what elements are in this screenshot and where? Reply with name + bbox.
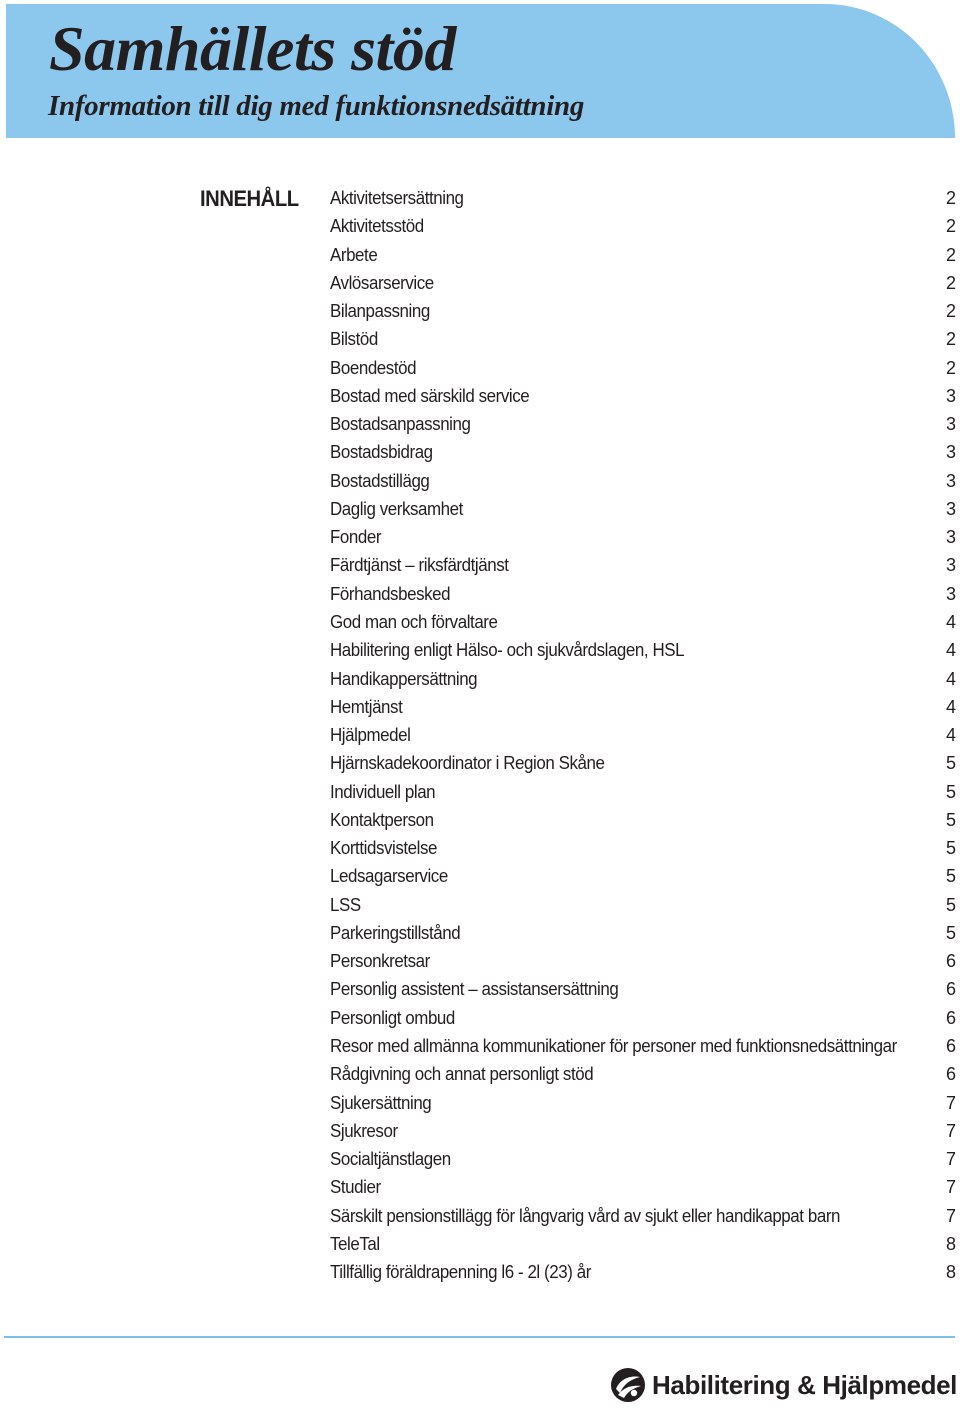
toc-entry-label: Rådgivning och annat personligt stöd: [330, 1064, 594, 1085]
toc-entry-label: Socialtjänstlagen: [330, 1149, 451, 1170]
toc-entry: [330, 862, 956, 890]
footer-divider: [4, 1336, 955, 1338]
toc-entry-label: Personkretsar: [330, 951, 430, 972]
toc-entry-page: 2: [945, 357, 956, 378]
toc-entry-page: 6: [945, 1064, 956, 1085]
toc-entry-label: Tillfällig föräldrapenning l6 - 2l (23) år: [330, 1262, 591, 1283]
toc-entry-label: God man och förvaltare: [330, 611, 498, 632]
toc-entry: [330, 580, 956, 608]
toc-entry-label: Handikappersättning: [330, 668, 478, 689]
toc-entry-page: 7: [945, 1092, 956, 1113]
toc-entry-page: 4: [945, 668, 956, 689]
toc-entry-label: Bilstöd: [330, 329, 378, 350]
toc-entry-page: 8: [945, 1262, 956, 1283]
toc-entry: [330, 608, 956, 636]
toc-entry-label: Bostadstillägg: [330, 470, 430, 491]
toc-entry: [330, 495, 956, 523]
toc-entry: [330, 975, 956, 1003]
toc-entry: [330, 1089, 956, 1117]
toc-entry-label: Färdtjänst – riksfärdtjänst: [330, 555, 509, 576]
toc-entry-page: 3: [945, 442, 956, 463]
toc-entry-page: 3: [945, 498, 956, 519]
toc-entry-page: 7: [945, 1120, 956, 1141]
toc-list: [330, 184, 956, 1286]
toc-entry: [330, 1173, 956, 1201]
logo-text: Habilitering & Hjälpmedel: [652, 1370, 957, 1400]
toc-entry: [330, 1145, 956, 1173]
toc-entry-label: Individuell plan: [330, 781, 436, 802]
toc-entry-page: 2: [945, 216, 956, 237]
toc-entry-page: 6: [945, 1007, 956, 1028]
toc-entry: [330, 891, 956, 919]
toc-entry: [330, 1202, 956, 1230]
toc-entry-page: 3: [945, 414, 956, 435]
toc-entry-label: Avlösarservice: [330, 272, 434, 293]
toc-entry: [330, 467, 956, 495]
toc-entry: [330, 834, 956, 862]
toc-entry: [330, 721, 956, 749]
toc-entry: [330, 1004, 956, 1032]
toc-entry-page: 2: [945, 329, 956, 350]
toc-entry-page: 4: [945, 696, 956, 717]
toc-entry-page: 4: [945, 611, 956, 632]
toc-entry: [330, 749, 956, 777]
toc-entry-label: TeleTal: [330, 1233, 380, 1254]
toc-entry-page: 6: [945, 1035, 956, 1056]
document-subtitle: Information till dig med funktionsnedsättning: [48, 90, 585, 122]
toc-entry-page: 3: [945, 583, 956, 604]
toc-entry: [330, 1258, 956, 1286]
toc-entry-page: 8: [945, 1233, 956, 1254]
document-title: Samhällets stöd: [49, 13, 456, 84]
toc-entry-label: Förhandsbesked: [330, 583, 451, 604]
toc-entry-page: 7: [945, 1205, 956, 1226]
toc-entry-label: Hjälpmedel: [330, 725, 411, 746]
toc-entry-page: 2: [945, 188, 956, 208]
toc-entry-page: 5: [945, 753, 956, 774]
toc-entry: [330, 184, 956, 212]
toc-entry-label: Arbete: [330, 244, 378, 265]
toc-entry: [330, 269, 956, 297]
toc-entry: [330, 778, 956, 806]
toc-entry-label: Särskilt pensionstillägg för långvarig vård av sjukt eller handikappat barn: [330, 1205, 841, 1226]
toc-entry: [330, 947, 956, 975]
toc-entry-label: Sjukresor: [330, 1120, 398, 1141]
toc-entry: [330, 1230, 956, 1258]
toc-entry: [330, 354, 956, 382]
toc-entry-page: 5: [945, 838, 956, 859]
toc-entry-page: 5: [945, 866, 956, 887]
toc-entry: [330, 919, 956, 947]
toc-entry-page: 3: [945, 527, 956, 548]
toc-entry-label: Daglig verksamhet: [330, 498, 463, 519]
toc-entry: [330, 1032, 956, 1060]
toc-entry-page: 5: [945, 809, 956, 830]
toc-entry-label: Boendestöd: [330, 357, 417, 378]
toc-entry-page: 7: [945, 1177, 956, 1198]
habilitering-logo-icon: [610, 1367, 646, 1403]
toc-entry-page: 4: [945, 725, 956, 746]
toc-entry-label: Personligt ombud: [330, 1007, 455, 1028]
toc-entry-page: 3: [945, 470, 956, 491]
toc-heading: INNEHÅLL: [200, 186, 299, 211]
toc-entry-label: Studier: [330, 1177, 381, 1198]
toc-entry-page: 5: [945, 894, 956, 915]
toc-entry-page: 2: [945, 244, 956, 265]
toc-entry: [330, 438, 956, 466]
toc-entry: [330, 806, 956, 834]
toc-entry-label: Resor med allmänna kommunikationer för personer med funktionsnedsättningar: [330, 1035, 897, 1056]
toc-entry-label: Habilitering enligt Hälso- och sjukvårdslagen, HSL: [330, 640, 685, 661]
toc-entry-page: 5: [945, 922, 956, 943]
toc-entry-label: Personlig assistent – assistansersättning: [330, 979, 619, 1000]
toc-entry: [330, 297, 956, 325]
toc-entry-label: Sjukersättning: [330, 1092, 432, 1113]
toc-entry-label: Fonder: [330, 527, 382, 548]
toc-entry: [330, 325, 956, 353]
footer-logo: [610, 1367, 957, 1403]
toc-entry-label: Bostad med särskild service: [330, 385, 530, 406]
toc-entry-page: 6: [945, 979, 956, 1000]
toc-entry: [330, 636, 956, 664]
toc-entry: [330, 241, 956, 269]
toc-entry: [330, 1117, 956, 1145]
toc-entry-label: LSS: [330, 894, 361, 915]
toc-entry: [330, 1060, 956, 1088]
toc-entry-label: Ledsagarservice: [330, 866, 448, 887]
toc-entry: [330, 665, 956, 693]
toc-entry: [330, 693, 956, 721]
toc-entry-label: Hemtjänst: [330, 696, 403, 717]
toc-entry: [330, 551, 956, 579]
toc-entry-label: Aktivitetsstöd: [330, 216, 424, 237]
toc-entry-label: Korttidsvistelse: [330, 838, 438, 859]
toc-entry-label: Bilanpassning: [330, 301, 430, 322]
toc-entry-page: 6: [945, 951, 956, 972]
toc-entry-page: 3: [945, 385, 956, 406]
toc-entry-label: Aktivitetsersättning: [330, 188, 464, 208]
toc-entry: [330, 382, 956, 410]
toc-entry-label: Bostadsbidrag: [330, 442, 433, 463]
toc-entry-page: 3: [945, 555, 956, 576]
toc-entry-page: 2: [945, 301, 956, 322]
toc-entry-page: 4: [945, 640, 956, 661]
toc-entry-label: Hjärnskadekoordinator i Region Skåne: [330, 753, 605, 774]
toc-entry: [330, 523, 956, 551]
toc-entry-page: 2: [945, 272, 956, 293]
toc-entry-page: 7: [945, 1149, 956, 1170]
toc-entry: [330, 212, 956, 240]
toc-entry-label: Kontaktperson: [330, 809, 434, 830]
toc-entry-label: Parkeringstillstånd: [330, 922, 461, 943]
toc-entry-label: Bostadsanpassning: [330, 414, 471, 435]
toc-entry: [330, 410, 956, 438]
toc-entry-page: 5: [945, 781, 956, 802]
